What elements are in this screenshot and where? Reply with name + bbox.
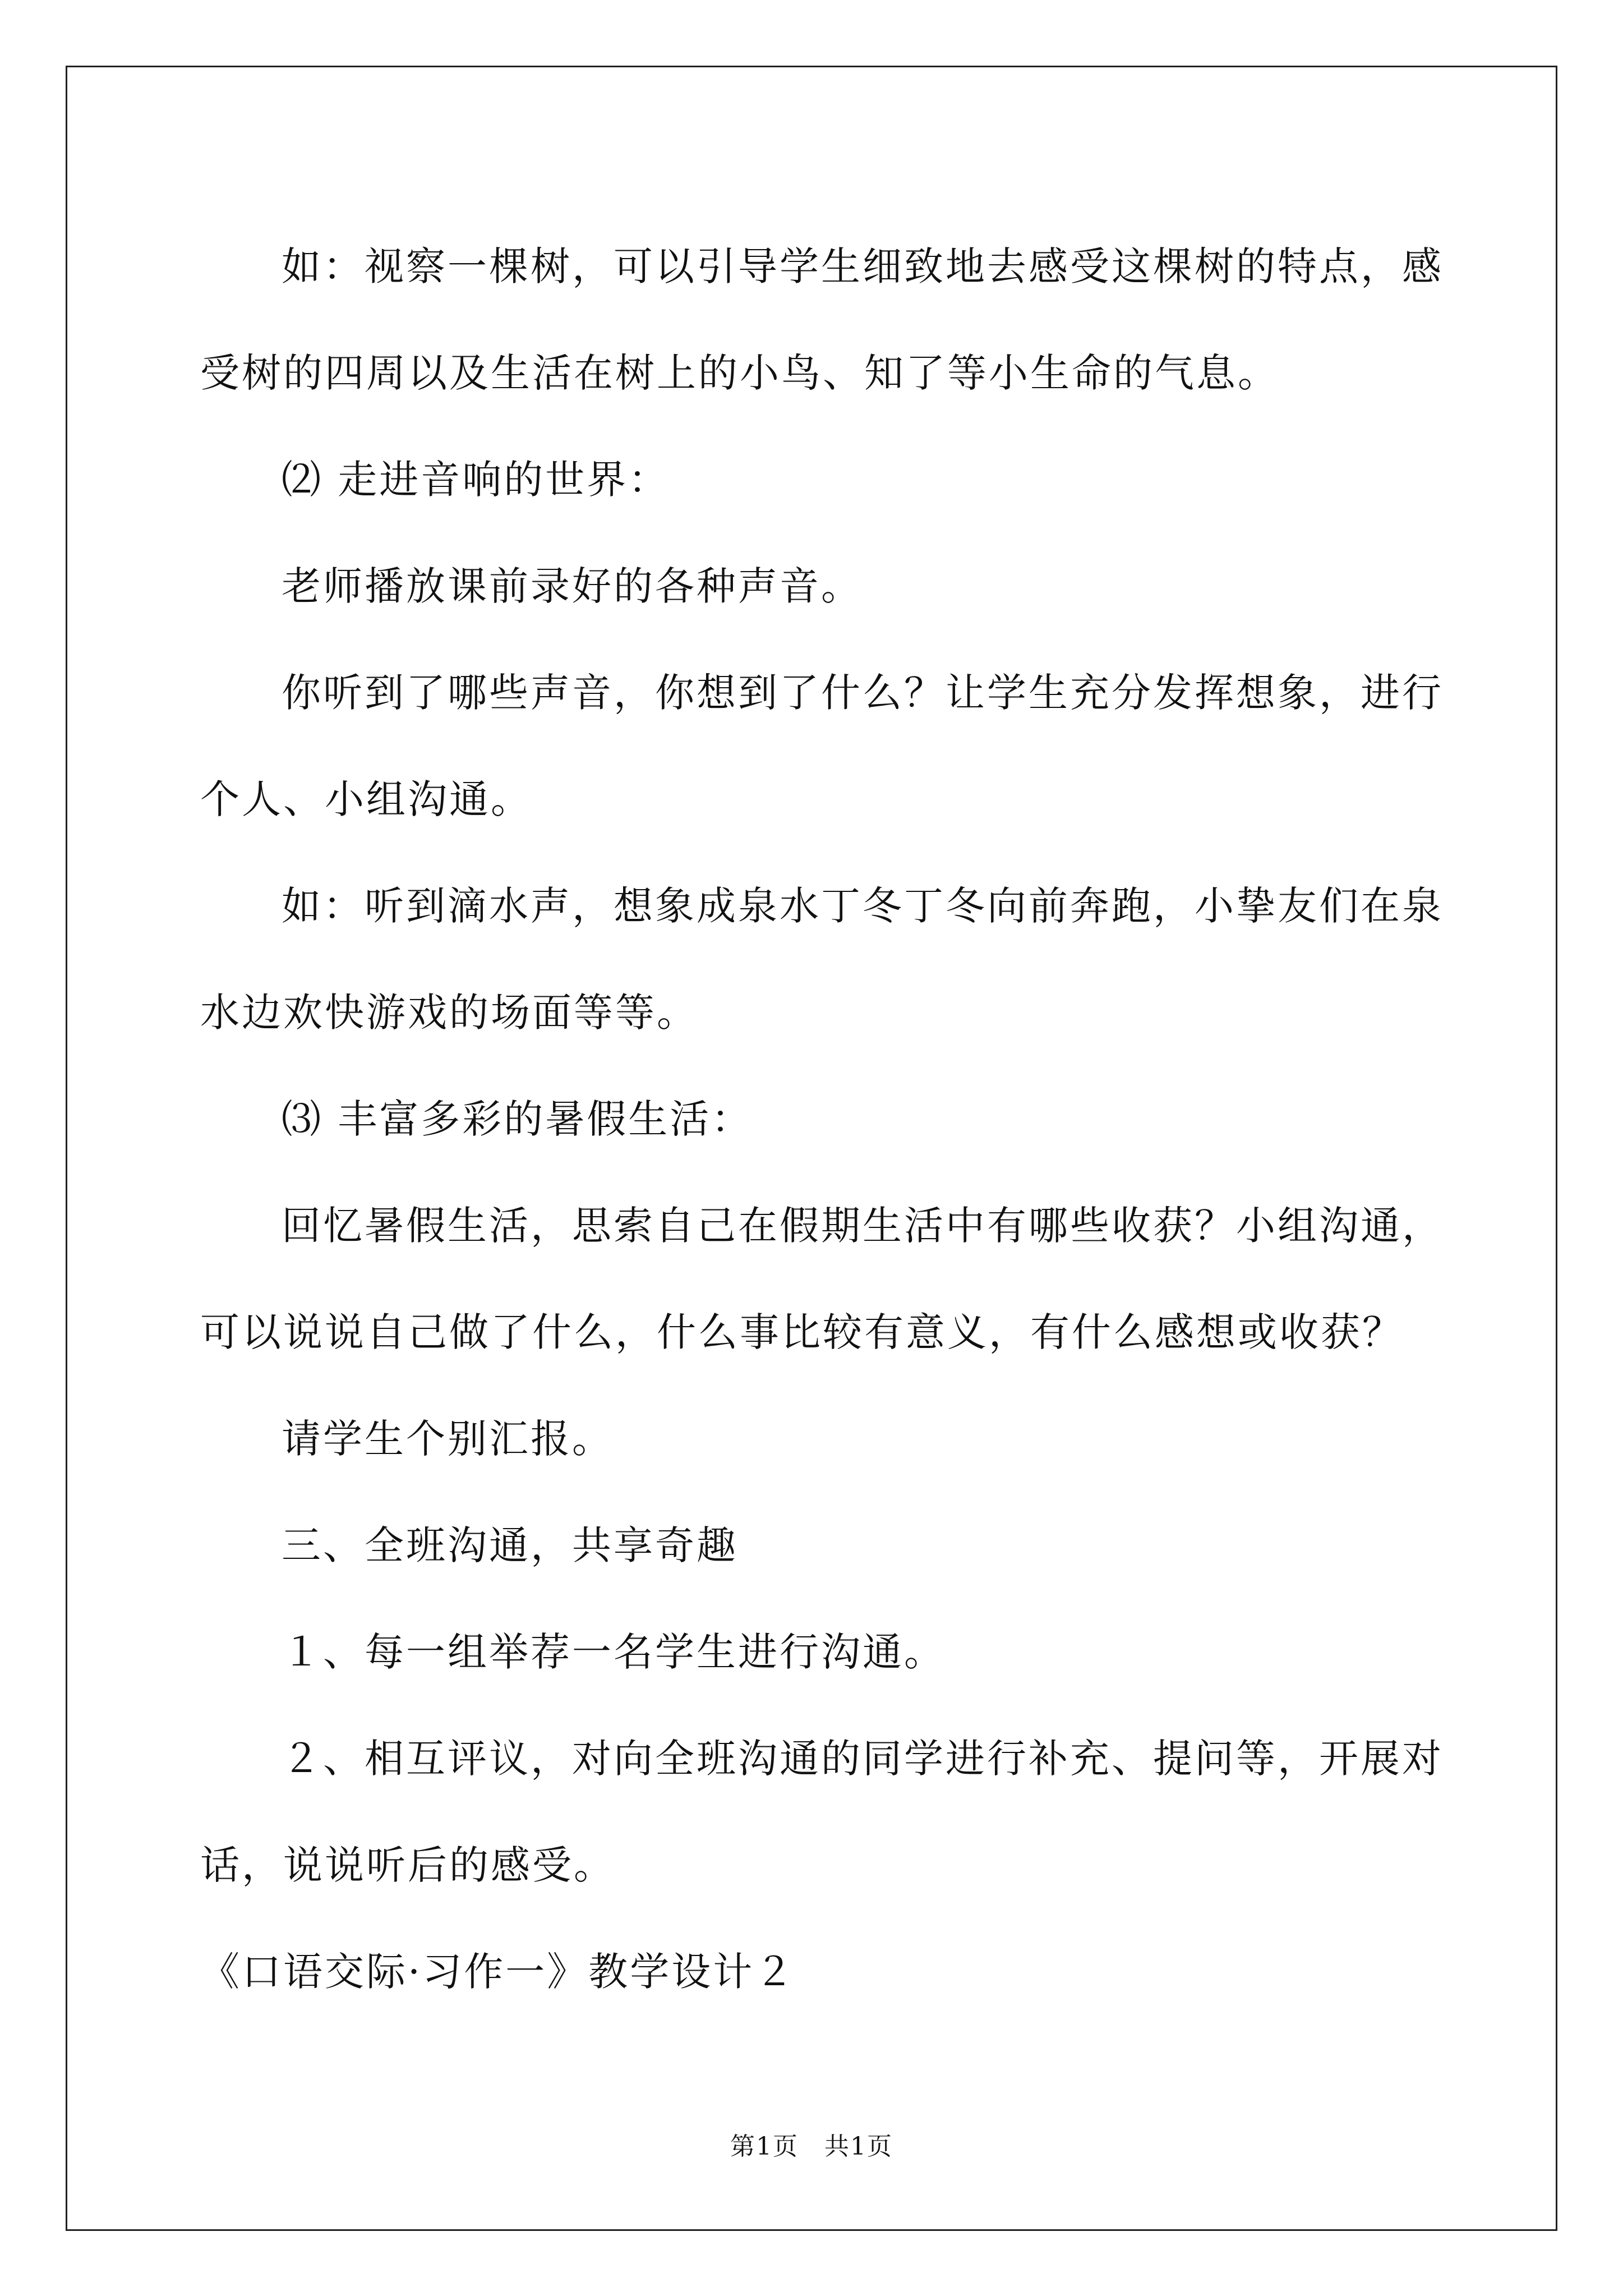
document-title: 《口语交际·习作一》教学设计２ [200,1949,796,1995]
section-heading: ⑶ 丰富多彩的暑假生活： [282,1096,753,1142]
paragraph: 老师播放课前录好的各种声音。 [282,563,863,609]
paragraph: 请学生个别汇报。 [282,1416,614,1462]
paragraph: 受树的四周以及生活在树上的小鸟、知了等小生命的气息。 [200,350,1279,396]
paragraph: 话，说说听后的感受。 [200,1842,615,1888]
paragraph: 你听到了哪些声音，你想到了什么？让学生充分发挥想象，进行 [282,670,1444,716]
list-item: ２、相互评议，对向全班沟通的同学进行补充、提问等，开展对 [282,1736,1444,1782]
list-item: １、每一组举荐一名学生进行沟通。 [282,1629,946,1675]
paragraph: 如：听到滴水声，想象成泉水丁冬丁冬向前奔跑，小挚友们在泉 [282,883,1444,929]
page-number-footer: 第1页 共1页 [730,2132,893,2161]
paragraph: 回忆暑假生活，思索自己在假期生活中有哪些收获？小组沟通， [282,1203,1444,1249]
section-heading: 三、全班沟通，共享奇趣 [282,1522,738,1568]
paragraph: 个人、小组沟通。 [200,776,532,822]
paragraph: 水边欢快游戏的场面等等。 [200,990,698,1036]
paragraph: 可以说说自己做了什么，什么事比较有意义，有什么感想或收获？ [200,1309,1404,1355]
paragraph: 如：视察一棵树，可以引导学生细致地去感受这棵树的特点，感 [282,243,1444,289]
section-heading: ⑵ 走进音响的世界： [282,457,670,503]
document-body [200,213,1444,2025]
